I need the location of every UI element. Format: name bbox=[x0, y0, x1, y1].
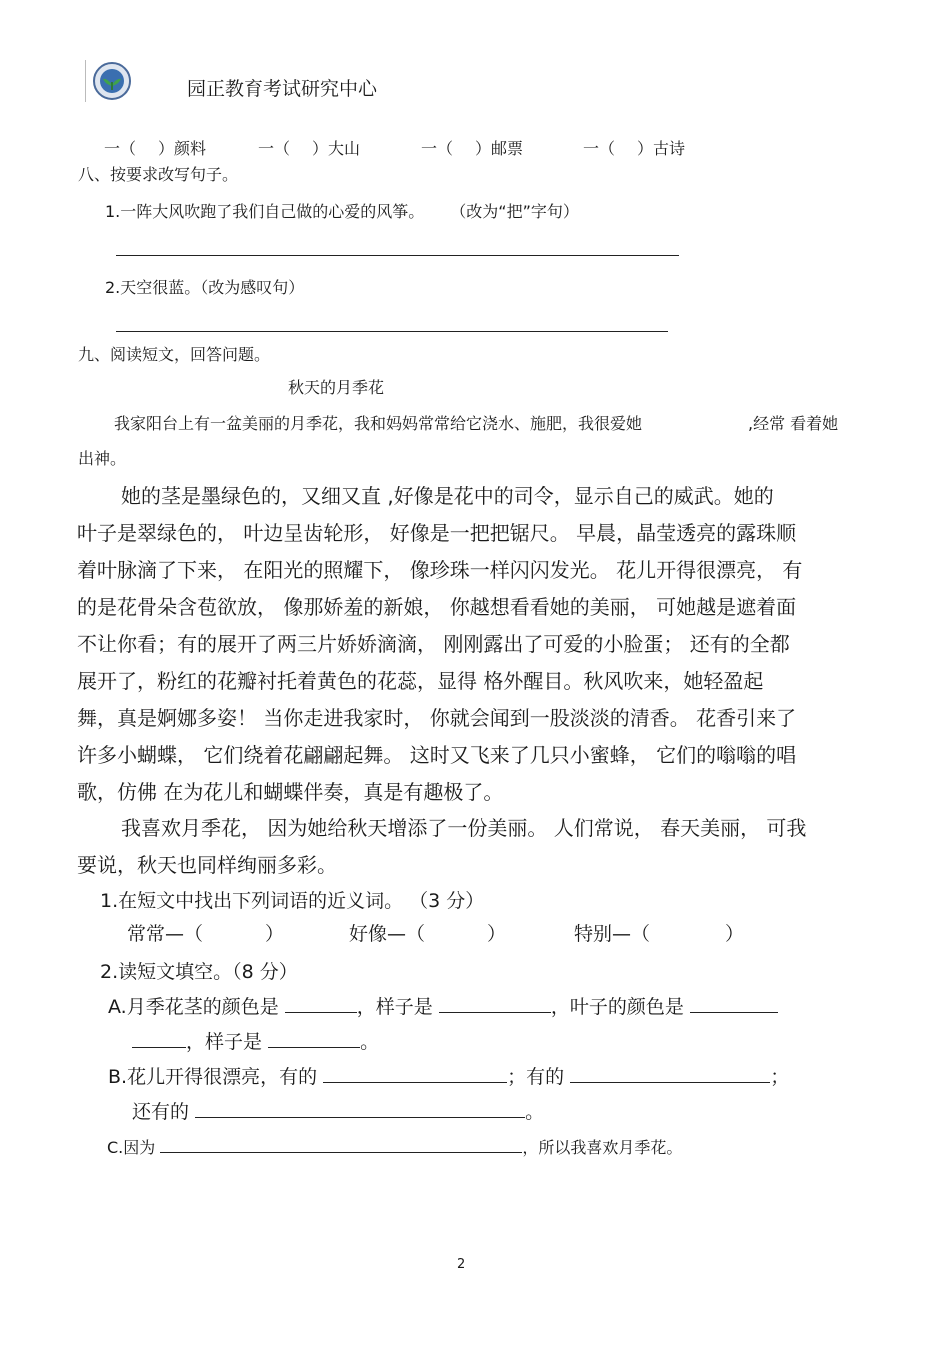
q2-B-line1: B.花儿开得很漂亮，有的 ；有的 ； bbox=[108, 1066, 790, 1088]
answer-line-8-2 bbox=[116, 331, 668, 332]
q2-C-line: C.因为 ，所以我喜欢月季花。 bbox=[107, 1138, 683, 1157]
answer-line-8-1 bbox=[116, 255, 679, 256]
logo bbox=[85, 60, 136, 102]
q2-title: 2.读短文填空。（8 分） bbox=[100, 961, 298, 983]
q1-item-3: 特别—（ ） bbox=[574, 923, 745, 945]
blank-leaf-shape[interactable] bbox=[268, 1029, 360, 1048]
para2-line: 舞，真是婀娜多姿！ 当你走进我家时， 你就会闻到一股淡淡的清香。 花香引来了 bbox=[77, 706, 797, 730]
section-8-title: 八、按要求改写句子。 bbox=[78, 165, 239, 184]
school-emblem-icon bbox=[86, 60, 134, 102]
blank-flower-1[interactable] bbox=[323, 1064, 507, 1083]
measure-word-1: 一（ ）颜料 bbox=[104, 139, 207, 158]
para2-line: 她的茎是墨绿色的，又细又直 ,好像是花中的司令，显示自己的威武。她的 bbox=[121, 484, 774, 508]
blank-flower-2[interactable] bbox=[570, 1064, 770, 1083]
passage-title: 秋天的月季花 bbox=[288, 378, 385, 397]
q2-B-line2: 还有的 。 bbox=[132, 1101, 545, 1123]
section-9-title: 九、阅读短文，回答问题。 bbox=[78, 345, 271, 364]
page-number: 2 bbox=[457, 1257, 466, 1272]
para2-line: 许多小蝴蝶， 它们绕着花翩翩起舞。 这时又飞来了几只小蜜蜂， 它们的嗡嗡的唱 bbox=[77, 743, 797, 767]
para3-line: 我喜欢月季花， 因为她给秋天增添了一份美丽。 人们常说， 春天美丽， 可我 bbox=[121, 816, 807, 840]
blank-reason[interactable] bbox=[160, 1137, 522, 1153]
para1-line1a: 我家阳台上有一盆美丽的月季花，我和妈妈常常给它浇水、施肥，我很爱她 bbox=[114, 414, 643, 433]
q1-item-2: 好像—（ ） bbox=[349, 923, 507, 945]
blank-stem-color[interactable] bbox=[285, 994, 357, 1013]
para2-line: 歌，仿佛 在为花儿和蝴蝶伴奏，真是有趣极了。 bbox=[77, 780, 504, 804]
q2-A-line2: ，样子是 。 bbox=[132, 1027, 379, 1054]
section-8-q2: 2.天空很蓝。（改为感叹句） bbox=[105, 278, 305, 297]
blank-stem-shape[interactable] bbox=[439, 994, 551, 1013]
q1-title: 1.在短文中找出下列词语的近义词。 （3 分） bbox=[100, 890, 485, 912]
para1-line2: 出神。 bbox=[78, 449, 127, 468]
q1-item-1: 常常—（ ） bbox=[127, 923, 285, 945]
para2-line: 着叶脉滴了下来， 在阳光的照耀下， 像珍珠一样闪闪发光。 花儿开得很漂亮， 有 bbox=[77, 558, 803, 582]
para1-line1b: ,经常 看着她 bbox=[748, 414, 839, 433]
para3-line: 要说，秋天也同样绚丽多彩。 bbox=[77, 853, 337, 877]
section-8-q1: 1.一阵大风吹跑了我们自己做的心爱的风筝。 （改为“把”字句） bbox=[105, 202, 579, 221]
blank-leaf-color[interactable] bbox=[690, 994, 778, 1013]
q2-A-line1: A.月季花茎的颜色是 ，样子是 ，叶子的颜色是 bbox=[108, 992, 778, 1019]
org-name: 园正教育考试研究中心 bbox=[187, 78, 378, 100]
measure-word-2: 一（ ）大山 bbox=[258, 139, 361, 158]
para2-line: 叶子是翠绿色的， 叶边呈齿轮形， 好像是一把把锯尺。 早晨，晶莹透亮的露珠顺 bbox=[77, 521, 797, 545]
blank-leaf-color-cont[interactable] bbox=[132, 1029, 186, 1048]
para2-line: 展开了，粉红的花瓣衬托着黄色的花蕊，显得 格外醒目。秋风吹来，她轻盈起 bbox=[77, 669, 764, 693]
para2-line: 不让你看；有的展开了两三片娇娇滴滴， 刚刚露出了可爱的小脸蛋； 还有的全都 bbox=[77, 632, 790, 656]
blank-flower-3[interactable] bbox=[195, 1099, 525, 1118]
para2-line: 的是花骨朵含苞欲放， 像那娇羞的新娘， 你越想看看她的美丽， 可她越是遮着面 bbox=[77, 595, 797, 619]
measure-word-4: 一（ ）古诗 bbox=[583, 139, 686, 158]
measure-word-3: 一（ ）邮票 bbox=[421, 139, 524, 158]
